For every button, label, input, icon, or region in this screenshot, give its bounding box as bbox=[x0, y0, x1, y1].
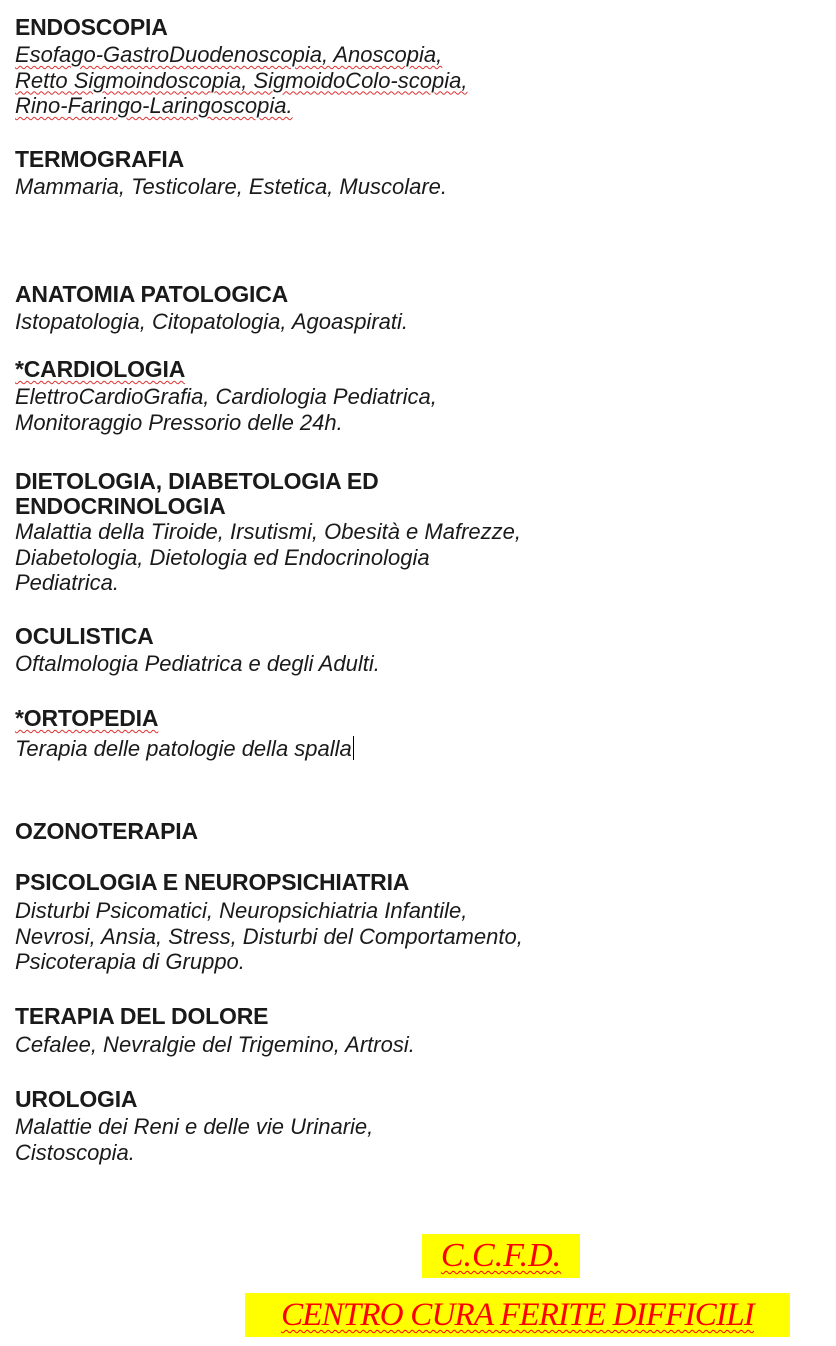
text-line: Mammaria, Testicolare, Estetica, Muscolare. bbox=[15, 174, 447, 199]
section-text-cardiologia bbox=[15, 384, 437, 435]
section-text-anatomia-patologica bbox=[15, 309, 408, 335]
text-line: Malattie dei Reni e delle vie Urinarie, bbox=[15, 1114, 374, 1139]
text-cursor bbox=[353, 736, 354, 760]
text-line: Psicoterapia di Gruppo. bbox=[15, 949, 245, 974]
text-line: Terapia delle patologie della spalla bbox=[15, 736, 352, 761]
section-heading-ozonoterapia: OZONOTERAPIA bbox=[15, 818, 198, 844]
section-heading-dietologia bbox=[15, 469, 378, 519]
section-heading-termografia: TERMOGRAFIA bbox=[15, 146, 185, 172]
section-heading-endoscopia: ENDOSCOPIA bbox=[15, 14, 168, 40]
section-heading-terapia-del-dolore: TERAPIA DEL DOLORE bbox=[15, 1003, 269, 1029]
text-line: Monitoraggio Pressorio delle 24h. bbox=[15, 409, 343, 435]
text-line: Cefalee, Nevralgie del Trigemino, Artrosi. bbox=[15, 1032, 415, 1057]
text-line: Istopatologia, Citopatologia, Agoaspirati. bbox=[15, 309, 408, 334]
text-line: Retto Sigmoindoscopia, SigmoidoColo-scopia, bbox=[15, 67, 468, 93]
text-line: Malattia della Tiroide, Irsutismi, Obesità e Mafrezze, bbox=[15, 519, 521, 544]
section-heading-oculistica: OCULISTICA bbox=[15, 623, 154, 649]
heading-line: DIETOLOGIA, DIABETOLOGIA ED bbox=[15, 468, 379, 494]
footer-acronym: C.C.F.D. bbox=[422, 1234, 580, 1278]
text-line: Cistoscopia. bbox=[15, 1139, 135, 1165]
text-line: Oftalmologia Pediatrica e degli Adulti. bbox=[15, 651, 380, 676]
text-line: Pediatrica. bbox=[15, 570, 119, 595]
section-text-terapia-del-dolore bbox=[15, 1032, 415, 1058]
text-line: Diabetologia, Dietologia ed Endocrinologia bbox=[15, 544, 430, 570]
footer-full-name: CENTRO CURA FERITE DIFFICILI bbox=[245, 1293, 790, 1337]
text-line: Esofago-GastroDuodenoscopia, Anoscopia, bbox=[15, 42, 443, 67]
section-heading-anatomia-patologica: ANATOMIA PATOLOGICA bbox=[15, 281, 289, 307]
text-line: Nevrosi, Ansia, Stress, Disturbi del Comportamento, bbox=[15, 923, 523, 949]
section-text-endoscopia bbox=[15, 42, 467, 119]
section-heading-urologia: UROLOGIA bbox=[15, 1086, 138, 1112]
section-text-dietologia bbox=[15, 519, 521, 596]
section-text-psicologia bbox=[15, 898, 523, 975]
section-heading-psicologia: PSICOLOGIA E NEUROPSICHIATRIA bbox=[15, 869, 410, 895]
section-text-ortopedia bbox=[15, 736, 354, 762]
section-text-oculistica bbox=[15, 651, 380, 677]
text-line: Disturbi Psicomatici, Neuropsichiatria Infantile, bbox=[15, 898, 468, 923]
text-line: ElettroCardioGrafia, Cardiologia Pediatrica, bbox=[15, 384, 437, 409]
text-line: Rino-Faringo-Laringoscopia. bbox=[15, 93, 293, 118]
section-text-urologia bbox=[15, 1114, 373, 1165]
heading-line: ENDOCRINOLOGIA bbox=[15, 493, 226, 519]
section-heading-cardiologia: *CARDIOLOGIA bbox=[15, 356, 186, 382]
section-text-termografia bbox=[15, 174, 447, 200]
section-heading-ortopedia: *ORTOPEDIA bbox=[15, 705, 159, 731]
